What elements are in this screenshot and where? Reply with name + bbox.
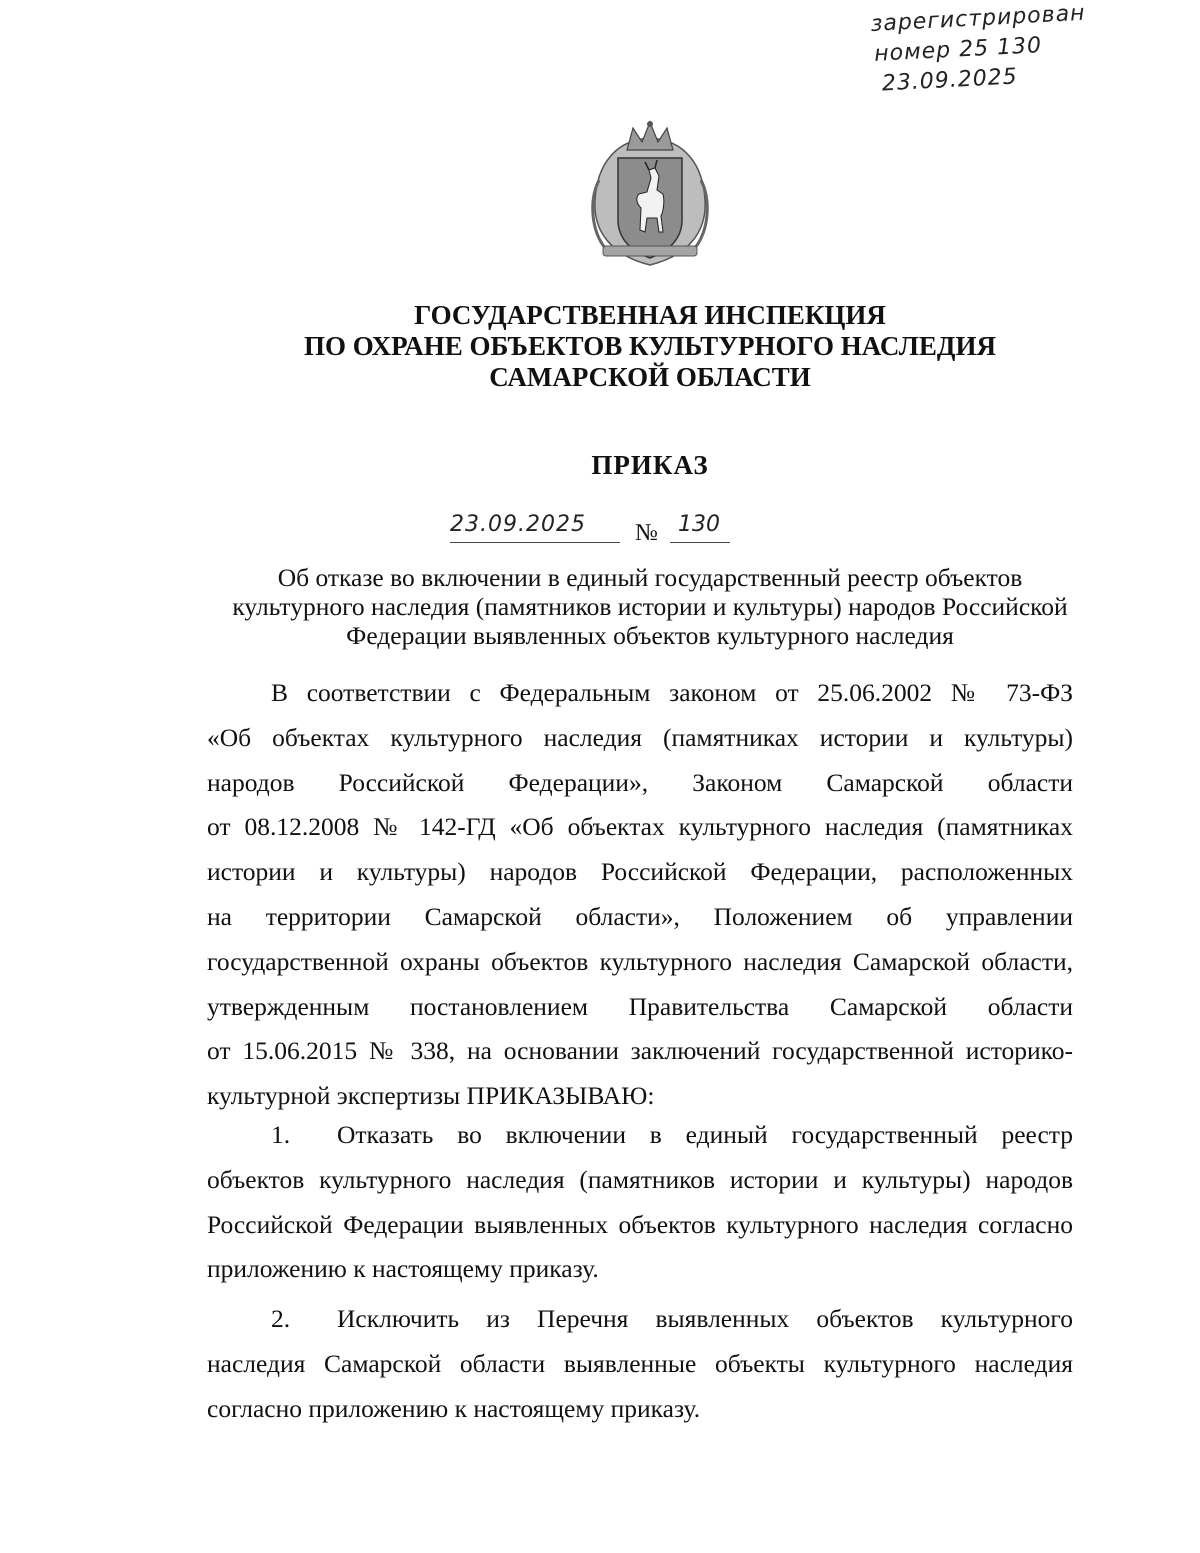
- order-date-underline: [450, 542, 620, 543]
- samara-coat-of-arms-icon: [585, 120, 715, 270]
- item-line: приложению к настоящему приказу.: [207, 1254, 599, 1284]
- preamble-line: от 15.06.2015 № 338, на основании заключений государственной историко-: [207, 1036, 1073, 1066]
- document-type-heading: ПРИКАЗ: [591, 450, 709, 480]
- order-number-underline: [670, 542, 730, 543]
- item-first-line: [207, 1297, 1073, 1342]
- item-number: 1.: [271, 1120, 291, 1149]
- order-item-1: [207, 1113, 1073, 1292]
- preamble-line: от 08.12.2008 № 142-ГД «Об объектах культурного наследия (памятниках: [207, 812, 1073, 842]
- item-number: 2.: [271, 1304, 291, 1333]
- org-title-line: САМАРСКОЙ ОБЛАСТИ: [489, 362, 811, 392]
- preamble-line: культурной экспертизы ПРИКАЗЫВАЮ:: [207, 1081, 655, 1111]
- handwritten-registration-note: [870, 0, 1124, 100]
- item-line-text: Отказать во включении в единый государственный реестр: [337, 1120, 1073, 1149]
- item-line: согласно приложению к настоящему приказу.: [207, 1393, 701, 1423]
- subject-line: Федерации выявленных объектов культурного наследия: [346, 621, 954, 650]
- preamble-line: В соответствии с Федеральным законом от 25.06.2002 № 73-ФЗ: [271, 678, 1073, 707]
- organization-title: [200, 300, 1100, 393]
- order-date: 23.09.2025: [450, 512, 586, 537]
- preamble-line: народов Российской Федерации», Законом Самарской области: [207, 767, 1073, 797]
- item-first-line: [207, 1113, 1073, 1158]
- subject-line: Об отказе во включении в единый государственный реестр объектов: [277, 563, 1023, 592]
- preamble-line: утвержденным постановлением Правительства Самарской области: [207, 991, 1073, 1021]
- number-sign: №: [635, 520, 658, 546]
- org-title-line: ПО ОХРАНЕ ОБЪЕКТОВ КУЛЬТУРНОГО НАСЛЕДИЯ: [304, 331, 996, 361]
- subject-line: культурного наследия (памятников истории и культуры) народов Российской: [232, 592, 1068, 621]
- order-number: 130: [678, 512, 720, 537]
- order-date-number: [450, 512, 850, 552]
- preamble-line: государственной охраны объектов культурного наследия Самарской области,: [207, 946, 1073, 976]
- handwritten-note-line: зарегистрирован: [870, 0, 1087, 37]
- org-title-line: ГОСУДАРСТВЕННАЯ ИНСПЕКЦИЯ: [414, 300, 886, 330]
- preamble-line: истории и культуры) народов Российской Федерации, расположенных: [207, 857, 1073, 887]
- item-line: наследия Самарской области выявленные объекты культурного наследия: [207, 1348, 1073, 1378]
- handwritten-note-line: 23.09.2025: [881, 64, 1019, 97]
- preamble-line: на территории Самарской области», Положением об управлении: [207, 901, 1073, 931]
- order-item-2: [207, 1297, 1073, 1431]
- item-line-text: Исключить из Перечня выявленных объектов культурного: [337, 1304, 1073, 1333]
- item-line: объектов культурного наследия (памятников истории и культуры) народов: [207, 1164, 1073, 1194]
- handwritten-note-line: номер 25 130: [873, 33, 1043, 67]
- preamble-paragraph: [207, 671, 1073, 1119]
- order-subject: [200, 563, 1100, 650]
- item-line: Российской Федерации выявленных объектов культурного наследия согласно: [207, 1209, 1073, 1239]
- preamble-line: «Об объектах культурного наследия (памятниках истории и культуры): [207, 722, 1073, 752]
